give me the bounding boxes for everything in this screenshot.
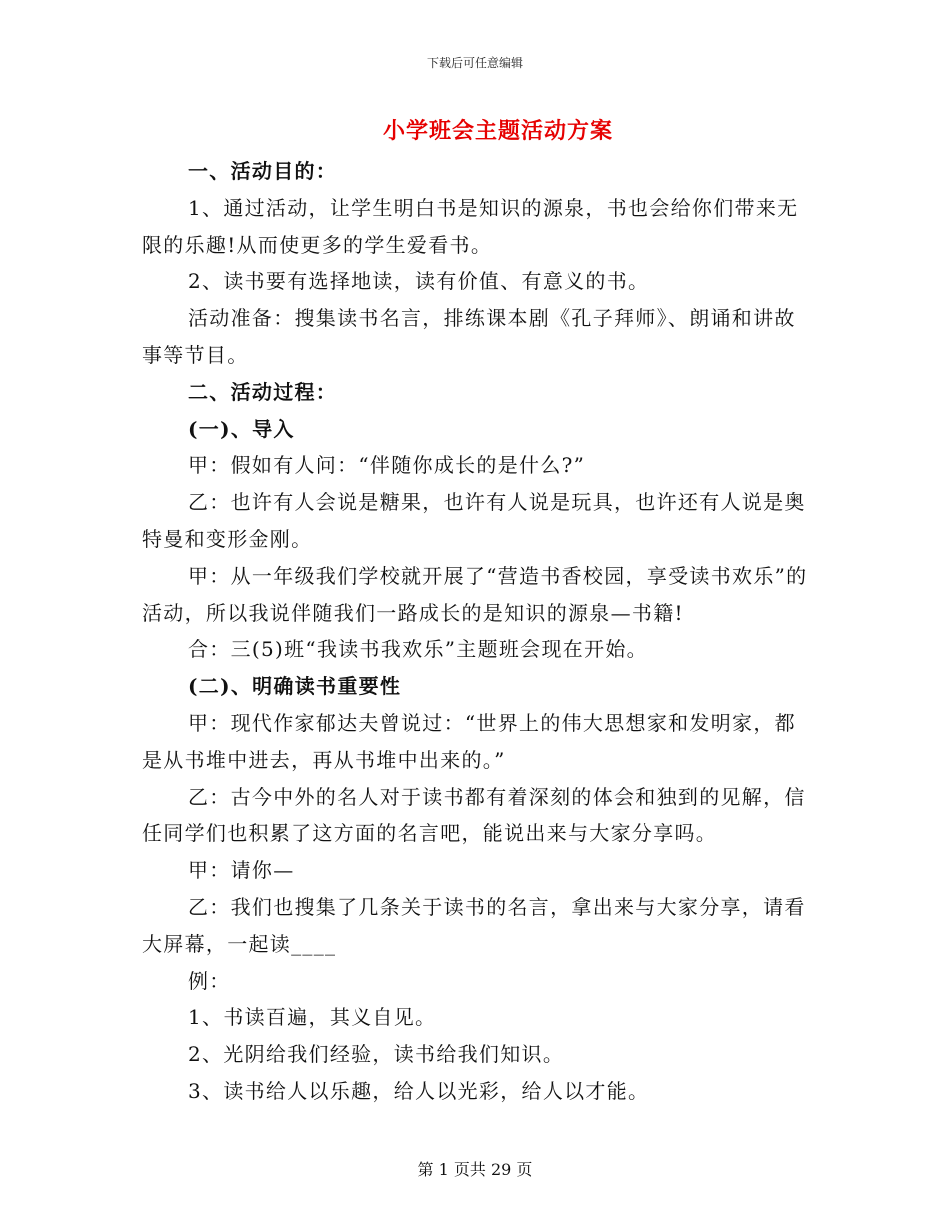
paragraph: 2、读书要有选择地读，读有价值、有意义的书。 [188, 269, 650, 294]
paragraph: 甲：现代作家郁达夫曾说过：“世界上的伟大思想家和发明家，都是从书堆中进去，再从书堆中出来的。” [142, 710, 796, 772]
paragraph: 甲：请你— [188, 858, 295, 883]
paragraph: 3、读书给人以乐趣，给人以光彩，给人以才能。 [188, 1078, 650, 1103]
header-note: 下载后可任意编辑 [426, 56, 523, 70]
paragraph: 乙：我们也搜集了几条关于读书的名言，拿出来与大家分享，请看大屏幕，一起读____ [142, 894, 806, 956]
paragraph: 例： [188, 968, 231, 993]
paragraph: 1、书读百遍，其义自见。 [188, 1005, 437, 1030]
paragraph: 1、通过活动，让学生明白书是知识的源泉，书也会给你们带来无限的乐趣!从而使更多的学生爱看书。 [142, 195, 799, 257]
paragraph: 甲：从一年级我们学校就开展了“营造书香校园，享受读书欢乐”的活动，所以我说伴随我们一路成长的是知识的源泉—书籍! [142, 563, 808, 625]
paragraph: (一)、导入 [188, 416, 295, 441]
paragraph: 活动准备：搜集读书名言，排练课本剧《孔子拜师》、朗诵和讲故事等节目。 [142, 306, 796, 367]
paragraph: 2、光阴给我们经验，读书给我们知识。 [188, 1042, 565, 1067]
paragraph: 甲：假如有人问：“伴随你成长的是什么?” [188, 453, 586, 478]
paragraph: 乙：古今中外的名人对于读书都有着深刻的体会和独到的见解，信任同学们也积累了这方面的名言吧，能说出来与大家分享吗。 [142, 784, 806, 846]
paragraph: (二)、明确读书重要性 [188, 674, 402, 699]
paragraph: 一、活动目的： [188, 159, 338, 183]
page-number-footer: 第 1 页共 29 页 [417, 1160, 533, 1179]
paragraph: 乙：也许有人会说是糖果，也许有人说是玩具，也许还有人说是奥特曼和变形金刚。 [142, 490, 806, 551]
paragraph: 二、活动过程： [188, 379, 338, 404]
document-title: 小学班会主题活动方案 [382, 118, 613, 144]
document-body [142, 153, 808, 1110]
paragraph: 合：三(5)班“我读书我欢乐”主题班会现在开始。 [188, 637, 648, 662]
